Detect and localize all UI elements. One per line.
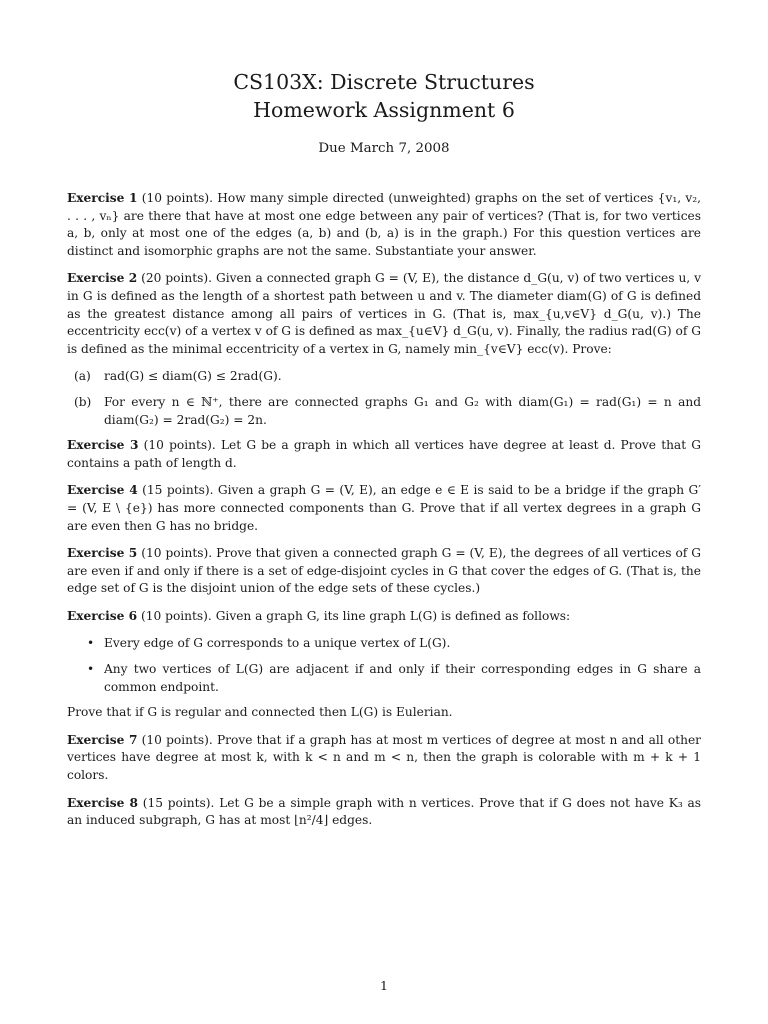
item-marker: (b) [74, 394, 92, 409]
exercise-label: Exercise 7 [67, 732, 138, 747]
exercise-points: (20 points). [141, 271, 213, 286]
list-item [67, 394, 701, 429]
list-item [67, 661, 701, 696]
item-text: Every edge of G corresponds to a unique vertex of L(G). [104, 636, 451, 651]
exercise-6-bullets [67, 635, 701, 696]
exercise-points: (10 points). [141, 191, 213, 205]
exercise-6-conclusion: Prove that if G is regular and connected then L(G) is Eulerian. [67, 705, 453, 720]
exercise-4 [67, 482, 701, 535]
title-line-2: Homework Assignment 6 [253, 98, 515, 122]
exercise-8 [67, 795, 701, 830]
exercise-label: Exercise 2 [67, 271, 138, 286]
item-text: For every n ∈ ℕ⁺, there are connected graphs G₁ and G₂ with diam(G₁) = rad(G₁) = n and diam(G₂) = 2rad(G₂) = 2n. [104, 394, 701, 427]
exercise-points: (10 points). [141, 732, 213, 747]
exercise-label: Exercise 4 [67, 483, 138, 498]
exercise-3 [67, 437, 701, 472]
exercise-points: (15 points). [142, 795, 215, 810]
exercise-points: (10 points). [141, 608, 212, 623]
exercise-list [67, 190, 701, 840]
exercise-text: How many simple directed (unweighted) graphs on the set of vertices {v₁, v₂, . . . , vₙ} are there that have at most one edge between any pair of vertices? (That is, for two vertices a, b, only at most one of the edges (a, b) and (b, a) is in the graph.) For this question vertices are distinct and isomorphic graphs are not the same. Substantiate your answer. [67, 191, 701, 258]
exercise-5 [67, 545, 701, 598]
item-text: rad(G) ≤ diam(G) ≤ 2rad(G). [104, 369, 282, 384]
exercise-label: Exercise 3 [67, 438, 139, 453]
exercise-text: Let G be a simple graph with n vertices. Prove that if G does not have K₃ as an induced subgraph, G has at most ⌊n²/4⌋ edges. [67, 795, 701, 828]
due-date: Due March 7, 2008 [318, 141, 450, 156]
exercise-6 [67, 608, 701, 626]
exercise-text: Let G be a graph in which all vertices have degree at least d. Prove that G contains a path of length d. [67, 438, 702, 470]
exercise-text: Given a connected graph G = (V, E), the distance d_G(u, v) of two vertices u, v in G is defined as the length of a shortest path between u and v. The diameter diam(G) of G is defined as the greatest distance among all pairs of vertices in G. (That is, max_{u,v∈V} d_G(u, v).) The eccentricity ecc(v) of a vertex v of G is defined as max_{u∈V} d_G(u, v). Finally, the radius rad(G) of G is defined as the minimal eccentricity of a vertex in G, namely min_{v∈V} ecc(v). Prove: [67, 271, 702, 356]
list-item [67, 635, 701, 653]
exercise-text: Given a graph G, its line graph L(G) is defined as follows: [215, 608, 571, 623]
exercise-label: Exercise 8 [67, 795, 138, 810]
title-line-1: CS103X: Discrete Structures [233, 70, 535, 94]
item-marker: (a) [74, 369, 91, 384]
bullet-icon: • [87, 662, 95, 677]
bullet-icon: • [87, 636, 95, 651]
exercise-7 [67, 732, 701, 785]
exercise-label: Exercise 6 [67, 608, 138, 623]
exercise-text: Given a graph G = (V, E), an edge e ∈ E is said to be a bridge if the graph G′ = (V, E \ {e}) has more connected components than G. Prove that if all vertex degrees in a graph G are even then G has no bridge. [67, 483, 702, 533]
exercise-2-parts [67, 368, 701, 429]
page-title [0, 68, 768, 124]
exercise-1 [67, 190, 701, 260]
exercise-points: (10 points). [141, 546, 213, 561]
list-item [67, 368, 701, 386]
exercise-2 [67, 270, 701, 358]
exercise-points: (15 points). [142, 483, 214, 498]
exercise-label: Exercise 1 [67, 191, 138, 205]
exercise-points: (10 points). [143, 438, 216, 453]
page-number: 1 [380, 978, 388, 993]
exercise-text: Prove that given a connected graph G = (V, E), the degrees of all vertices of G are even if and only if there is a set of edge-disjoint cycles in G that cover the edges of G. (That is, the edge set of G is the disjoint union of the edge sets of these cycles.) [67, 546, 702, 596]
item-text: Any two vertices of L(G) are adjacent if and only if their corresponding edges in G share a common endpoint. [104, 662, 701, 694]
exercise-text: Prove that if a graph has at most m vertices of degree at most n and all other vertices have degree at most k, with k < n and m < n, then the graph is colorable with m + k + 1 colors. [67, 732, 702, 783]
exercise-label: Exercise 5 [67, 546, 138, 561]
